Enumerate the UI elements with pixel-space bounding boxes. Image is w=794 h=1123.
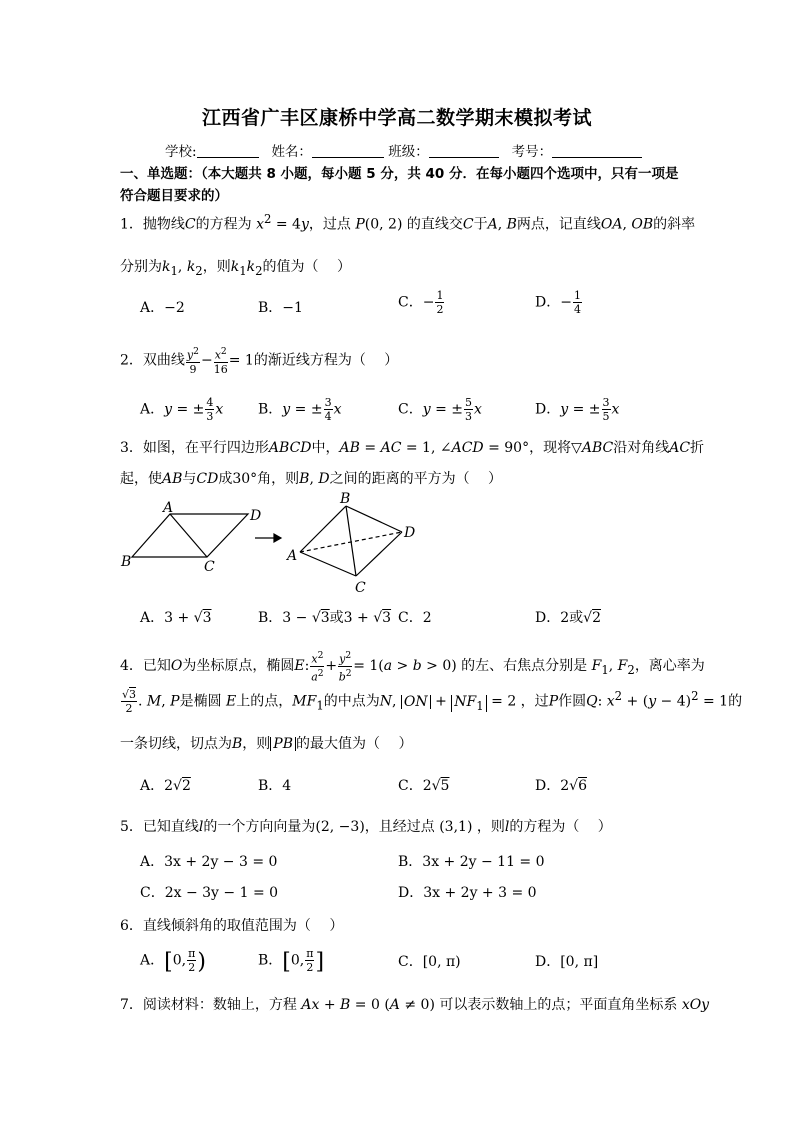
question-4: 4．已知O为坐标原点，椭圆E: $\frac{x^2}{a^2}$ + $\frac{y^2}{b^2}$ = 1(a > b > 0) 的左、右焦点分别是 $F_1$, $F_2$，离心率为: [120, 650, 705, 684]
exam-no-blank[interactable]: [552, 143, 642, 158]
school-blank[interactable]: [197, 143, 259, 158]
section-heading: 一、单选题：（本大题共 8 小题，每小题 5 分，共 40 分．在每小题四个选项中，只有一项是符合题目要求的）: [120, 166, 679, 204]
question-4-cont2: 一条切线，切点为B，则 PB 的最大值为（ ）: [120, 736, 413, 752]
q4-option-c[interactable]: C．2√5: [398, 778, 450, 794]
q3-option-a[interactable]: A．3 + √3: [140, 610, 212, 626]
question-5: 5．已知直线l的一个方向向量为(2, −3)，且经过点 (3,1) ，则l的方程为（ ）: [120, 819, 612, 835]
q3-option-d[interactable]: D．2或√2: [535, 610, 601, 626]
parallelogram-abcd: [132, 514, 248, 557]
label-b1: B: [121, 554, 132, 570]
q1-option-a[interactable]: A．−2: [140, 300, 185, 316]
q3-option-b[interactable]: B．3 − √3或3 + √3: [258, 610, 392, 626]
name-blank[interactable]: [312, 143, 384, 158]
edge-bc: [346, 506, 356, 576]
q6-option-b[interactable]: B．[0, $\frac{\pi}{2}$ ]: [258, 947, 325, 975]
edge-cd: [356, 532, 402, 576]
question-2: 2．双曲线 $\frac{y^2}{9}$ − $\frac{x^2}{16}$ = 1的渐近线方程为（ ）: [120, 346, 399, 376]
q5-option-d[interactable]: D．3x + 2y + 3 = 0: [398, 885, 537, 901]
label-a1: A: [163, 500, 174, 516]
q1-option-d[interactable]: D．− $\frac{1}{4}$: [535, 289, 581, 316]
label-a2: A: [287, 548, 298, 564]
q6-option-a[interactable]: A．[0, $\frac{\pi}{2}$ ): [140, 947, 206, 975]
q4-option-d[interactable]: D．2√6: [535, 778, 587, 794]
q2-option-a[interactable]: A．y = ± $\frac{4}{3}$ x: [140, 396, 224, 423]
page-title: 江西省广丰区康桥中学高二数学期末模拟考试: [201, 107, 592, 129]
q4-option-b[interactable]: B．4: [258, 778, 292, 794]
label-c1: C: [204, 559, 215, 575]
arrow-head: [274, 534, 281, 542]
question-3-cont: 起，使AB与CD成30°角，则B, D之间的距离的平方为（ ）: [120, 471, 503, 487]
class-label: 班级：: [388, 144, 429, 160]
edge-ab: [300, 506, 346, 552]
q2-option-b[interactable]: B．y = ± $\frac{3}{4}$ x: [258, 396, 342, 423]
q1-option-b[interactable]: B．−1: [258, 300, 303, 316]
q1-option-c[interactable]: C．− $\frac{1}{2}$: [398, 289, 444, 316]
question-4-cont: $\frac{√3}{2}$ . M, P是椭圆 E上的点，$MF_1$的中点为N, ON + $NF_1 = 2$ ，过P作圆Q: $x^2 + (y - 4)^2 = 1$的: [122, 688, 743, 715]
label-d2: D: [404, 525, 416, 541]
edge-ac: [300, 552, 356, 576]
q5-option-c[interactable]: C．2x − 3y − 1 = 0: [140, 885, 279, 901]
student-info-line: [165, 140, 642, 160]
diagonal-ac: [170, 514, 207, 557]
label-b2: B: [340, 492, 351, 507]
q5-option-b[interactable]: B．3x + 2y − 11 = 0: [398, 854, 545, 870]
q6-option-c[interactable]: C．[0, π): [398, 954, 461, 970]
question-6: 6．直线倾斜角的取值范围为（ ）: [120, 918, 344, 934]
q2-option-d[interactable]: D．y = ± $\frac{3}{5}$ x: [535, 396, 620, 423]
q6-option-d[interactable]: D．[0, π]: [535, 954, 599, 970]
question-7: 7．阅读材料：数轴上，方程 Ax + B = 0 (A ≠ 0) 可以表示数轴上的点；平面直角坐标系 xOy: [120, 997, 710, 1013]
question-3: 3．如图，在平行四边形ABCD中，AB = AC = 1, ∠ACD = 90°，现将▽ABC沿对角线AC折: [120, 440, 705, 456]
label-d1: D: [250, 508, 262, 524]
question-1-cont: 分别为$k_1$, $k_2$，则$k_1k_2$的值为（ ）: [120, 259, 351, 278]
q2-option-c[interactable]: C．y = ± $\frac{5}{3}$ x: [398, 396, 482, 423]
exam-no-label: 考号：: [511, 144, 553, 160]
q4-option-a[interactable]: A．2√2: [140, 778, 191, 794]
class-blank[interactable]: [429, 143, 499, 158]
q3-option-c[interactable]: C．2: [398, 610, 432, 626]
dashed-ad: [300, 532, 402, 552]
school-label: 学校:: [165, 144, 197, 160]
q3-figure: [118, 492, 428, 596]
q5-option-a[interactable]: A．3x + 2y − 3 = 0: [140, 854, 278, 870]
name-label: 姓名：: [271, 144, 312, 160]
label-c2: C: [355, 580, 366, 596]
edge-bd: [346, 506, 402, 532]
question-1: 1．抛物线C的方程为 $x^2 = 4y$，过点 P(0, 2) 的直线交C于A, B两点，记直线OA, OB的斜率: [120, 212, 696, 233]
